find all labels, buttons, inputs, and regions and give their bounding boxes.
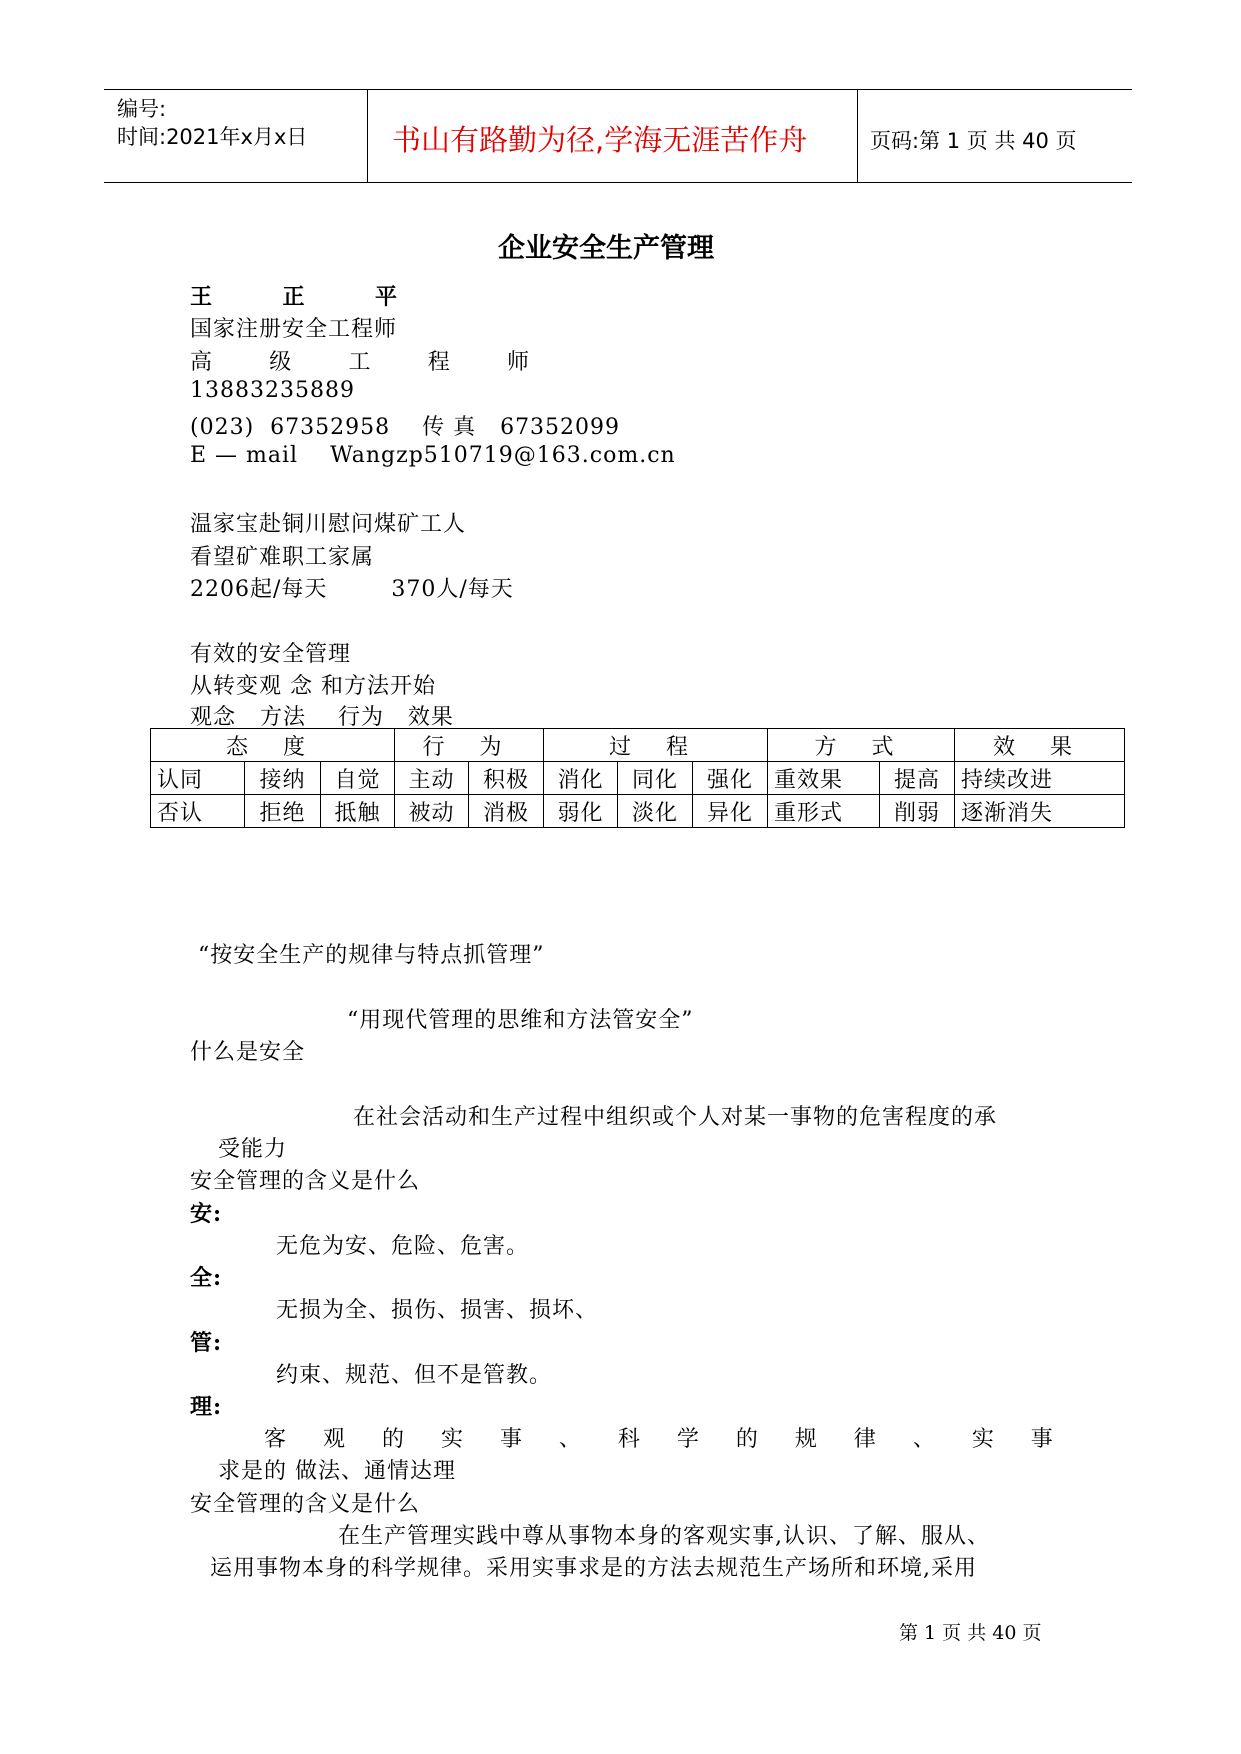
author-mobile: 13883235889: [190, 378, 355, 403]
li-word: 、: [912, 1427, 936, 1452]
table-header-cell: 过 程: [544, 729, 768, 762]
header-top-rule: [104, 89, 1132, 90]
table-cell: 淡化: [618, 795, 693, 828]
author-rank-char: 级: [269, 350, 293, 375]
table-cell: 提高: [880, 762, 955, 795]
definition-line: 受能力: [218, 1137, 288, 1162]
author-rank-char: 高: [190, 350, 214, 375]
document-title: 企业安全生产管理: [498, 233, 714, 264]
li-word: 、: [558, 1427, 582, 1452]
table-cell: 自觉: [321, 762, 395, 795]
li-word: 事: [1030, 1427, 1054, 1452]
table-cell: 弱化: [544, 795, 618, 828]
author-name-char: 平: [374, 284, 398, 310]
author-certification: 国家注册安全工程师: [190, 317, 398, 342]
author-rank: [190, 345, 530, 376]
section-heading: 什么是安全: [190, 1040, 306, 1065]
author-rank-char: 工: [348, 350, 372, 375]
page-footer: 第 1 页 共 40 页: [899, 1622, 1042, 1644]
term-label: 安:: [190, 1201, 223, 1227]
li-word: 的: [735, 1427, 759, 1452]
term-desc-justified: [264, 1422, 1054, 1453]
slogan: “用现代管理的思维和方法管安全”: [347, 1008, 694, 1033]
news-stats: 2206起/每天 370人/每天: [190, 577, 514, 602]
header-bottom-rule: [104, 182, 1132, 183]
paragraph-line: 在生产管理实践中尊从事物本身的客观实事,认识、了解、服从、: [338, 1524, 990, 1549]
author-name-char: 王: [190, 284, 214, 310]
table-row: [151, 795, 1125, 828]
li-word: 规: [794, 1427, 818, 1452]
table-cell: 消极: [469, 795, 544, 828]
term-label: 理:: [190, 1394, 223, 1420]
table-cell: 接纳: [245, 762, 321, 795]
table-cell: 强化: [693, 762, 768, 795]
header-divider-right: [857, 89, 858, 182]
table-cell: 消化: [544, 762, 618, 795]
term-label: 全:: [190, 1265, 223, 1291]
author-name-char: 正: [282, 284, 306, 310]
effective-line: 有效的安全管理: [190, 642, 352, 667]
slogan: “按安全生产的规律与特点抓管理”: [198, 943, 545, 968]
li-word: 客: [264, 1427, 288, 1452]
definition-line: 在社会活动和生产过程中组织或个人对某一事物的危害程度的承: [353, 1105, 998, 1130]
term-desc: 求是的 做法、通情达理: [218, 1459, 456, 1484]
table-cell: 异化: [693, 795, 768, 828]
table-cell: 持续改进: [955, 762, 1125, 795]
li-word: 事: [499, 1427, 523, 1452]
code-label: 编号:: [117, 97, 167, 121]
term-desc: 无危为安、危险、危害。: [276, 1234, 530, 1259]
table-cell: 抵触: [321, 795, 395, 828]
table-cell: 认同: [151, 762, 245, 795]
author-rank-char: 师: [506, 350, 530, 375]
table-cell: 积极: [469, 762, 544, 795]
li-word: 的: [381, 1427, 405, 1452]
author-name: [190, 280, 398, 311]
table-cell: 主动: [395, 762, 469, 795]
li-word: 律: [853, 1427, 877, 1452]
paragraph-line: 运用事物本身的科学规律。采用实事求是的方法去规范生产场所和环境,采用: [210, 1556, 977, 1581]
li-word: 观: [322, 1427, 346, 1452]
table-header-cell: 行 为: [395, 729, 544, 762]
news-line: 温家宝赴铜川慰问煤矿工人: [190, 512, 467, 537]
section-heading: 安全管理的含义是什么: [190, 1492, 421, 1517]
section-heading: 安全管理的含义是什么: [190, 1169, 421, 1194]
table-cell: 否认: [151, 795, 245, 828]
table-row: [151, 762, 1125, 795]
term-desc: 无损为全、损伤、损害、损坏、: [276, 1298, 599, 1323]
li-word: 学: [676, 1427, 700, 1452]
effective-line: 观念 方法 行为 效果: [190, 705, 454, 730]
table-cell: 同化: [618, 762, 693, 795]
header-motto: 书山有路勤为径,学海无涯苦作舟: [392, 123, 808, 157]
time-label: 时间:2021年x月x日: [117, 125, 308, 149]
table-cell: 削弱: [880, 795, 955, 828]
author-phone-fax: (023) 67352958 传 真 67352099: [190, 415, 621, 440]
term-desc: 约束、规范、但不是管教。: [276, 1363, 553, 1388]
attitude-table: [150, 728, 1125, 828]
li-word: 实: [971, 1427, 995, 1452]
table-cell: 重形式: [768, 795, 880, 828]
table-cell: 拒绝: [245, 795, 321, 828]
table-header-cell: 方 式: [768, 729, 955, 762]
author-email: E — mail Wangzp510719@163.com.cn: [190, 443, 676, 468]
table-header-row: [151, 729, 1125, 762]
page-indicator: 页码:第 1 页 共 40 页: [870, 129, 1077, 153]
author-rank-char: 程: [427, 350, 451, 375]
header-divider-left: [367, 89, 368, 182]
table-cell: 重效果: [768, 762, 880, 795]
li-word: 科: [617, 1427, 641, 1452]
table-header-cell: 态 度: [151, 729, 395, 762]
table-cell: 逐渐消失: [955, 795, 1125, 828]
effective-line: 从转变观 念 和方法开始: [190, 674, 436, 699]
table-cell: 被动: [395, 795, 469, 828]
term-label: 管:: [190, 1330, 223, 1356]
li-word: 实: [440, 1427, 464, 1452]
news-line: 看望矿难职工家属: [190, 545, 375, 570]
table-header-cell: 效 果: [955, 729, 1125, 762]
